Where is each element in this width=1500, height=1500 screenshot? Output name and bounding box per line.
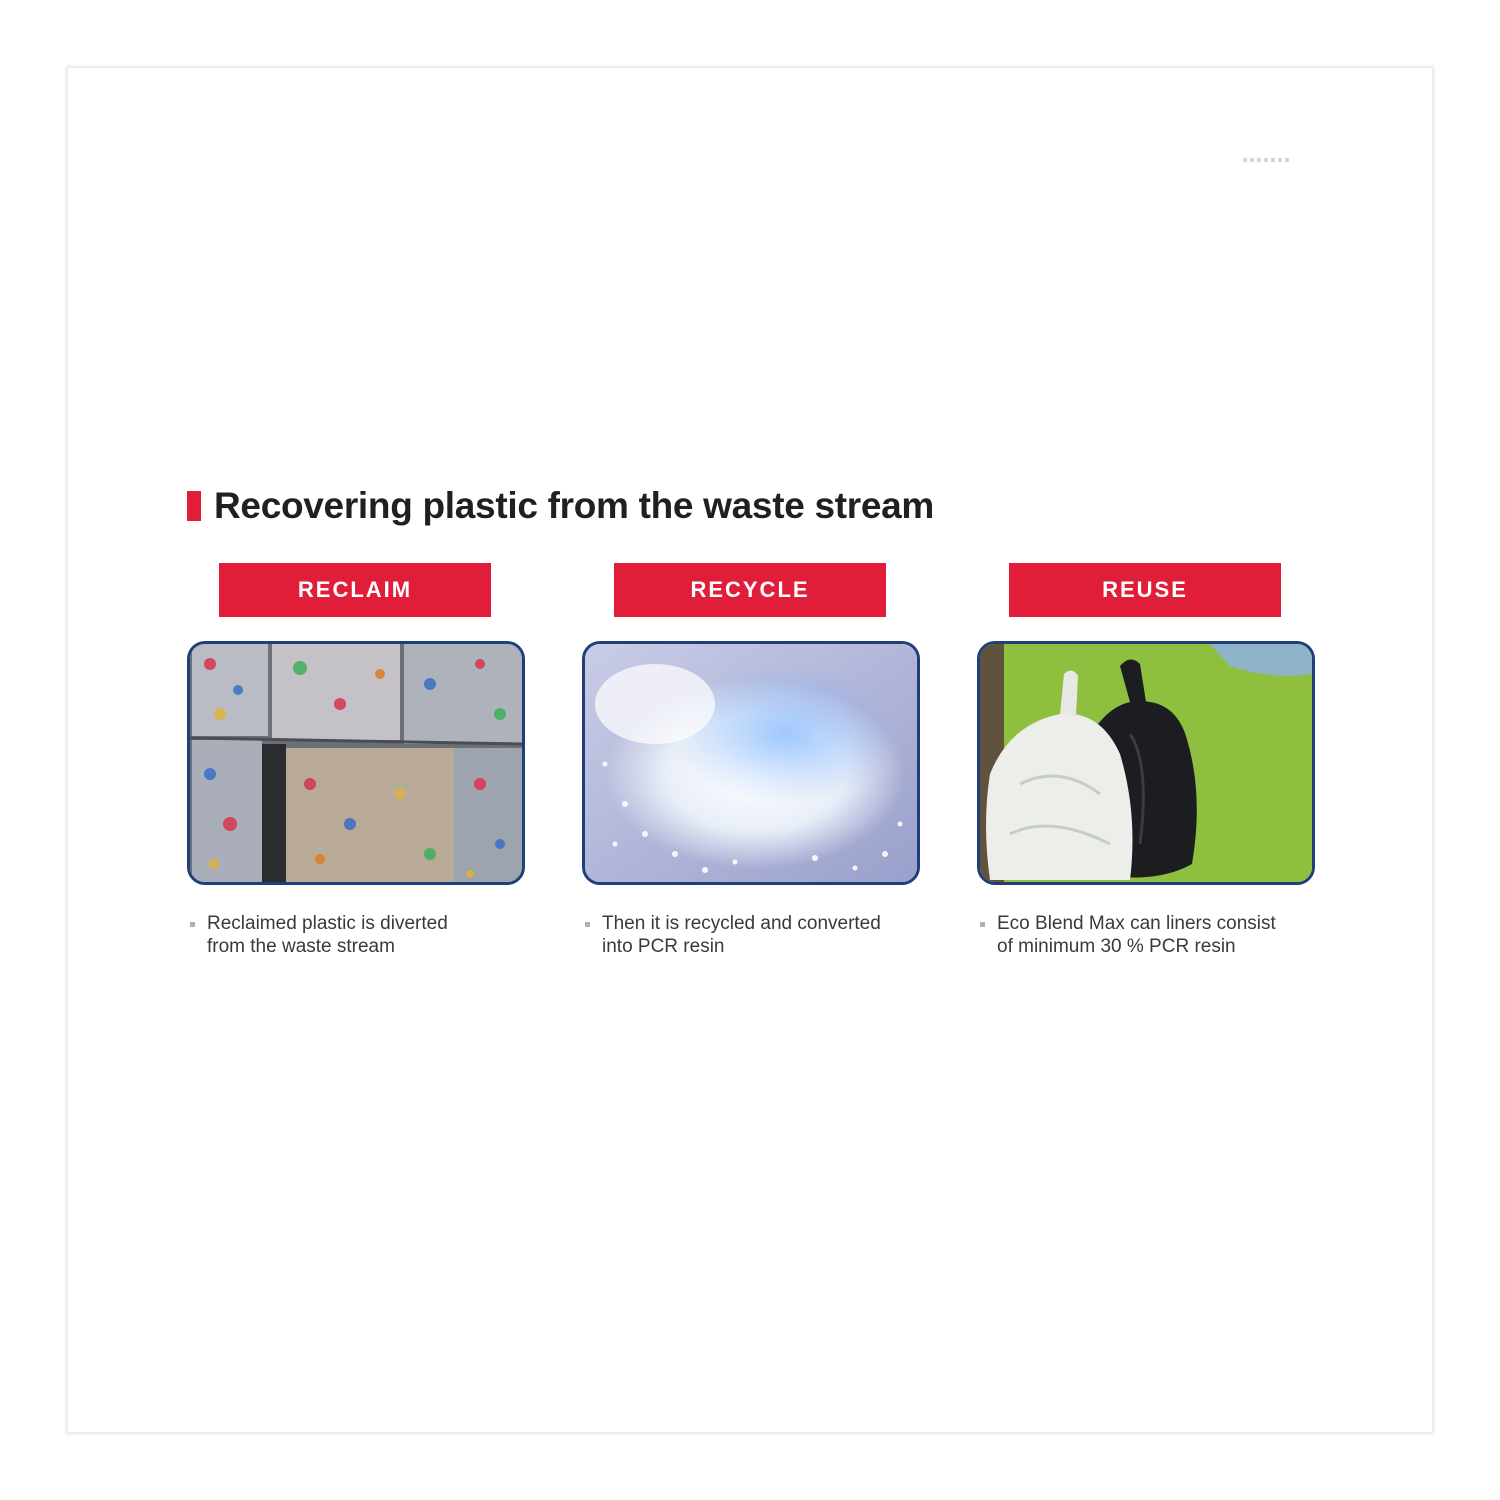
caption-reuse	[977, 912, 1315, 958]
pcr-resin-pellets-photo	[582, 641, 920, 885]
step-label-recycle: RECYCLE	[614, 563, 886, 617]
caption-recycle	[582, 912, 920, 958]
step-reuse	[977, 563, 1315, 958]
bullet-icon	[980, 922, 985, 927]
baled-plastic-bottles-photo	[187, 641, 525, 885]
can-liners-on-grass-photo	[977, 641, 1315, 885]
step-label-reuse: REUSE	[1009, 563, 1281, 617]
caption-text-recycle: Then it is recycled and converted into PCR resin	[602, 913, 881, 957]
step-label-reclaim: RECLAIM	[219, 563, 491, 617]
section-title: Recovering plastic from the waste stream	[214, 485, 935, 526]
step-recycle	[582, 563, 920, 958]
corner-mark	[1243, 158, 1291, 162]
caption-text-reuse: Eco Blend Max can liners consist of minimum 30 % PCR resin	[997, 913, 1276, 957]
bullet-icon	[585, 922, 590, 927]
step-reclaim	[187, 563, 525, 958]
bullet-icon	[190, 922, 195, 927]
caption-reclaim	[187, 912, 525, 958]
section-heading	[187, 484, 934, 528]
caption-text-reclaim: Reclaimed plastic is diverted from the waste stream	[207, 913, 448, 957]
heading-accent-bar	[187, 491, 201, 521]
